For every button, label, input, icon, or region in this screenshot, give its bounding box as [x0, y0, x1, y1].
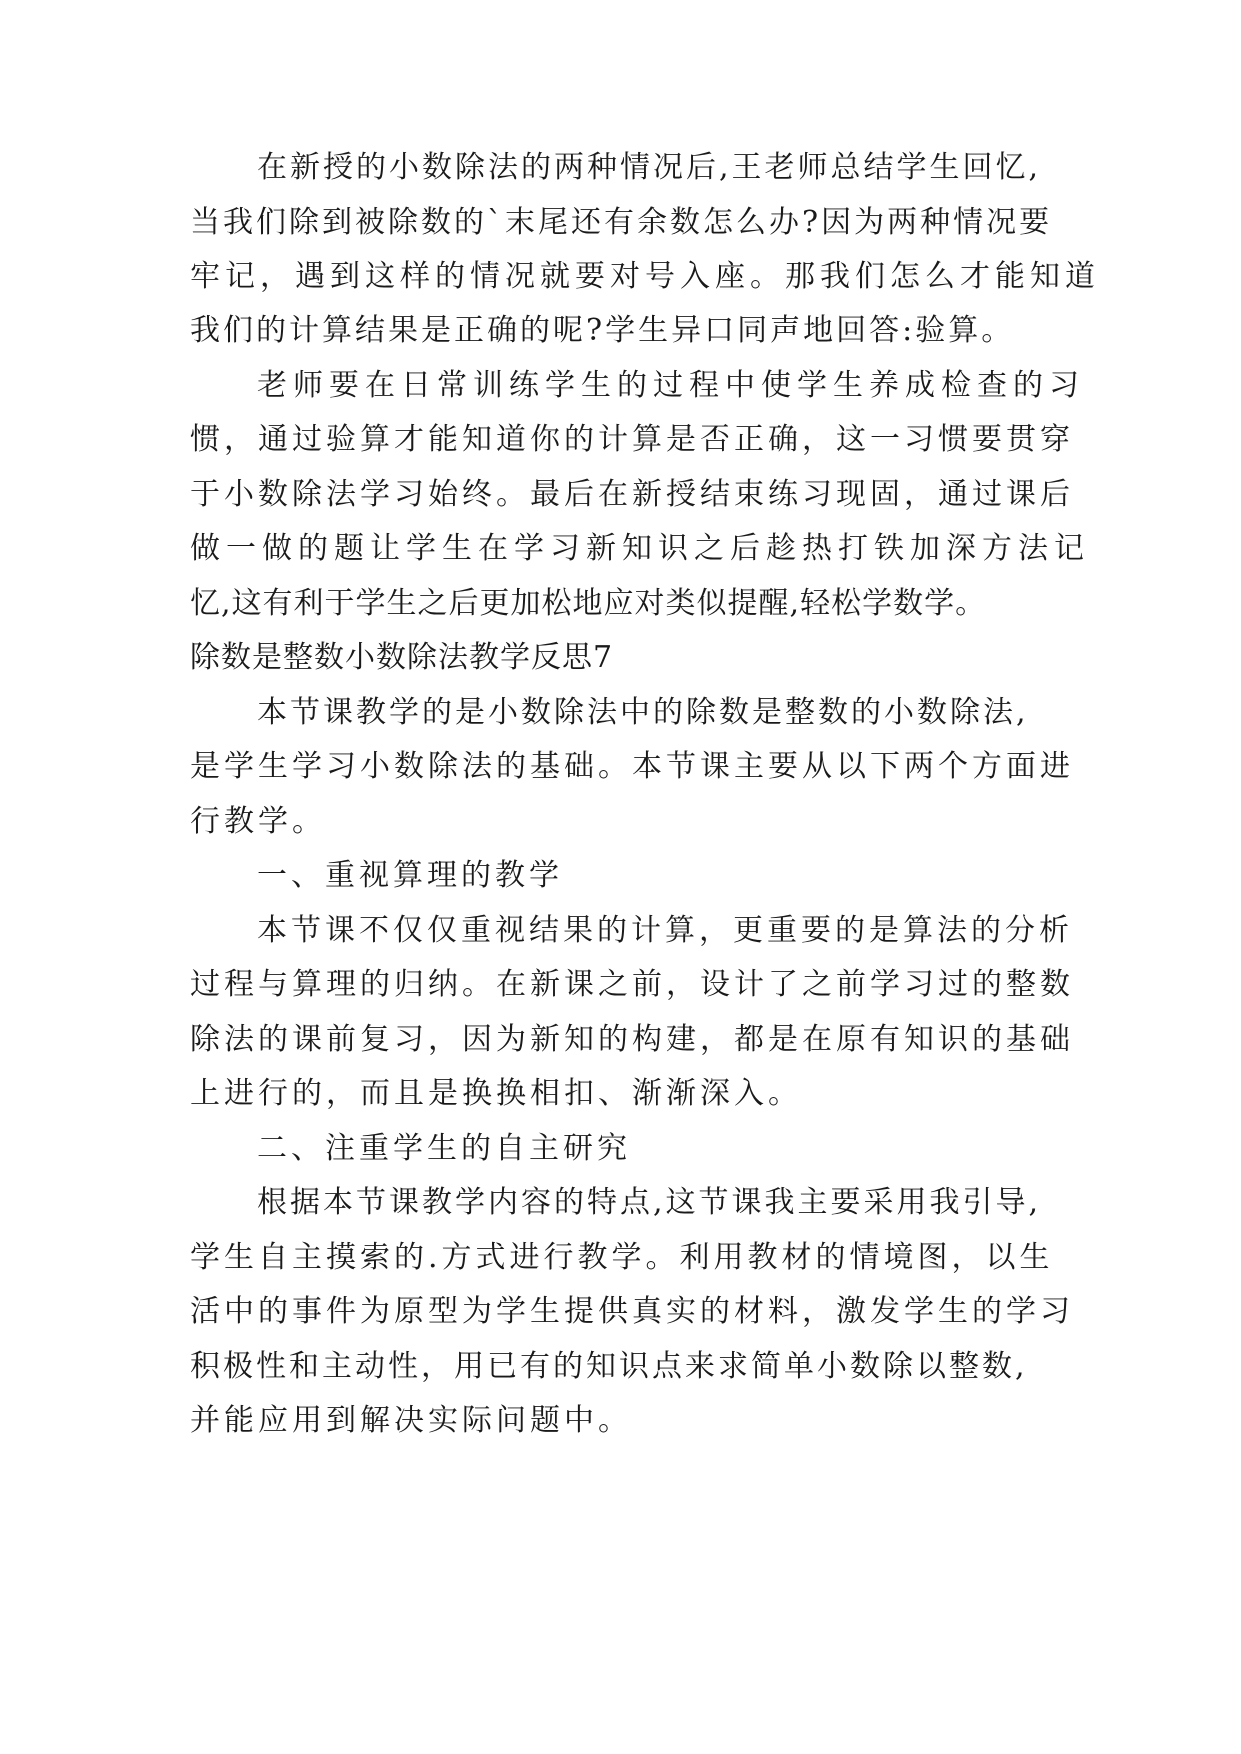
- paragraph-line: 老师要在日常训练学生的过程中使学生养成检查的习: [257, 368, 1085, 403]
- paragraph-line: 于小数除法学习始终。最后在新授结束练习现固，通过课后: [190, 477, 1074, 512]
- paragraph-line: 根据本节课教学内容的特点,这节课我主要采用我引导,: [257, 1185, 1042, 1220]
- paragraph-line: 并能应用到解决实际问题中。: [190, 1403, 632, 1438]
- paragraph-line: 积极性和主动性，用已有的知识点来求简单小数除以整数,: [190, 1349, 1028, 1384]
- paragraph-line: 学生自主摸索的.方式进行教学。利用教材的情境图，以生: [190, 1240, 1054, 1275]
- paragraph-line: 做一做的题让学生在学习新知识之后趁热打铁加深方法记: [190, 531, 1090, 566]
- paragraph-line: 活中的事件为原型为学生提供真实的材料，激发学生的学习: [190, 1294, 1074, 1329]
- paragraph-line: 在新授的小数除法的两种情况后,王老师总结学生回忆,: [257, 150, 1042, 185]
- section-heading: 除数是整数小数除法教学反思7: [190, 640, 614, 675]
- paragraph-line: 是学生学习小数除法的基础。本节课主要从以下两个方面进: [190, 749, 1074, 784]
- paragraph-line: 除法的课前复习，因为新知的构建，都是在原有知识的基础: [190, 1022, 1074, 1057]
- paragraph-line: 上进行的，而且是换换相扣、渐渐深入。: [190, 1076, 802, 1111]
- paragraph-line: 本节课不仅仅重视结果的计算，更重要的是算法的分析: [257, 913, 1073, 948]
- paragraph-line: 行教学。: [190, 804, 326, 839]
- paragraph-line: 当我们除到被除数的`末尾还有余数怎么办?因为两种情况要: [190, 205, 1053, 240]
- paragraph-line: 本节课教学的是小数除法中的除数是整数的小数除法,: [257, 695, 1029, 730]
- paragraph-line: 过程与算理的归纳。在新课之前，设计了之前学习过的整数: [190, 967, 1074, 1002]
- paragraph-line: 我们的计算结果是正确的呢?学生异口同声地回答:验算。: [190, 313, 1015, 348]
- paragraph-line: 忆,这有利于学生之后更加松地应对类似提醒,轻松学数学。: [190, 586, 987, 621]
- paragraph-line: 牢记，遇到这样的情况就要对号入座。那我们怎么才能知道: [190, 259, 1100, 294]
- subheading: 二、注重学生的自主研究: [257, 1131, 631, 1166]
- subheading: 一、重视算理的教学: [257, 858, 563, 893]
- paragraph-line: 惯，通过验算才能知道你的计算是否正确，这一习惯要贯穿: [190, 422, 1074, 457]
